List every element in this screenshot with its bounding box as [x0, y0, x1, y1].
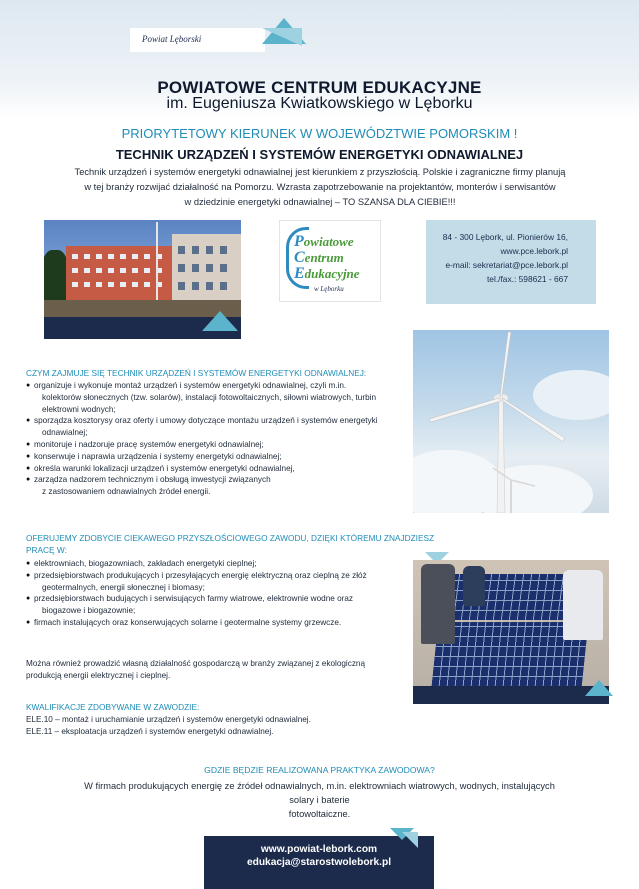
practice-text: W firmach produkujących energię ze źródeł odnawialnych, m.in. elektrowniach wiatrowych, wodnych, instalujących solary i baterie fotowoltaiczne.: [84, 781, 555, 819]
decor-triangle-icon: [585, 680, 613, 696]
list-item: ● firmach instalujących oraz konserwujących solarne i geotermalne systemy grzewcze.: [26, 617, 394, 629]
logo-subtext: w Lęborku: [314, 285, 344, 293]
list-item: ● organizuje i wykonuje montaż urządzeń i systemów energetyki odnawialnej, czyli m.in. kolektorów słonecznych (tzw. solarów), instalacji fotowoltaicznych, siłowni wiatrowych, turbin elektrowni wodnych;: [26, 380, 394, 415]
footer-email[interactable]: edukacja@starostwolebork.pl: [246, 857, 392, 868]
decor-triangle-icon: [262, 28, 302, 46]
footer-box: [204, 836, 434, 889]
list-item: ● przedsiębiorstwach budujących i serwisujących farmy wiatrowe, elektrownie wodne oraz biogazowe i biogazownie;: [26, 593, 394, 617]
intro-line: w dziedzinie energetyki odnawialnej – TO SZANSA DLA CIEBIE!!!: [184, 197, 456, 207]
contact-website[interactable]: www.pce.lebork.pl: [500, 246, 568, 256]
decor-triangle-icon: [202, 311, 238, 331]
county-logo: [130, 28, 265, 52]
list-item: ● konserwuje i naprawia urządzenia i systemy energetyki odnawialnej;: [26, 451, 394, 463]
school-subtitle: im. Eugeniusza Kwiatkowskiego w Lęborku: [166, 95, 473, 112]
duties-heading: CZYM ZAJMUJE SIĘ TECHNIK URZĄDZEŃ I SYSTEMÓW ENERGETYKI ODNAWIALNEJ:: [26, 368, 367, 378]
logo-text: Edukacyjne: [294, 265, 360, 282]
qualifications-heading: KWALIFIKACJE ZDOBYWANE W ZAWODZIE:: [26, 702, 200, 712]
school-logo: [279, 220, 381, 302]
solar-panel-photo: [413, 560, 609, 686]
qualification-item: ELE.11 – eksploatacja urządzeń i systemów energetyki odnawialnej.: [26, 726, 274, 736]
list-item: ● zarządza nadzorem technicznym i obsługą inwestycji związanych z zastosowaniem odnawialnych źródeł energii.: [26, 474, 394, 498]
intro-line: Technik urządzeń i systemów energetyki odnawialnej jest kierunkiem z przyszłością. Polskie i zagraniczne firmy planują: [74, 167, 566, 177]
list-item: ● monitoruje i nadzoruje pracę systemów energetyki odnawialnej;: [26, 439, 394, 451]
offer-heading: OFERUJEMY ZDOBYCIE CIEKAWEGO PRZYSZŁOŚCIOWEGO ZAWODU, DZIĘKI KTÓREMU ZNAJDZIESZ PRACĘ W:: [26, 533, 435, 555]
logo-text: Centrum: [294, 249, 344, 266]
list-item: ● określa warunki lokalizacji urządzeń i systemów energetyki odnawialnej,: [26, 463, 394, 475]
photo-caption-band: [413, 686, 609, 704]
intro-line: w tej branży rozwijać działalność na Pomorzu. Wzrasta zapotrzebowanie na projektantów, monterów i serwisantów: [84, 182, 556, 192]
contact-box: [426, 220, 596, 304]
practice-heading: GDZIE BĘDZIE REALIZOWANA PRAKTYKA ZAWODOWA?: [204, 765, 435, 775]
school-building-photo: [44, 220, 241, 317]
qualification-item: ELE.10 – montaż i uruchamianie urządzeń i systemów energetyki odnawialnej.: [26, 715, 311, 724]
profession-heading: TECHNIK URZĄDZEŃ I SYSTEMÓW ENERGETYKI ODNAWIALNEJ: [115, 147, 524, 162]
school-title: POWIATOWE CENTRUM EDUKACYJNE: [157, 78, 482, 97]
list-item: ● elektrowniach, biogazowniach, zakładach energetyki cieplnej;: [26, 558, 394, 570]
qualifications-list: [26, 714, 394, 738]
priority-heading: PRIORYTETOWY KIERUNEK W WOJEWÓDZTWIE POMORSKIM !: [121, 126, 518, 141]
county-logo-text: Powiat Lęborski: [142, 34, 202, 44]
contact-address: 84 - 300 Lębork, ul. Pionierów 16,: [442, 232, 568, 242]
decor-triangle-icon: [402, 832, 418, 848]
list-item: ● przedsiębiorstwach produkujących i przesyłających energię elektryczną oraz cieplną ze złóż geotermalnych, energii słonecznej i biomasy;: [26, 570, 394, 594]
footer-website[interactable]: www.powiat-lebork.com: [260, 844, 378, 855]
logo-text: Powiatowe: [294, 233, 354, 250]
offer-list: [26, 558, 394, 629]
duties-list: [26, 380, 394, 498]
business-paragraph: Można również prowadzić własną działalność gospodarczą w branży związanej z ekologiczną produkcją energii elektrycznej i cieplnej.: [26, 659, 366, 680]
wind-turbine-photo: [413, 330, 609, 513]
intro-text: [70, 165, 570, 210]
contact-phone: tel./fax.: 598621 - 667: [486, 274, 568, 284]
list-item: ● sporządza kosztorysy oraz oferty i umowy dotyczące montażu urządzeń i systemów energetyki odnawialnej;: [26, 415, 394, 439]
contact-email[interactable]: e-mail: sekretariat@pce.lebork.pl: [445, 260, 568, 270]
